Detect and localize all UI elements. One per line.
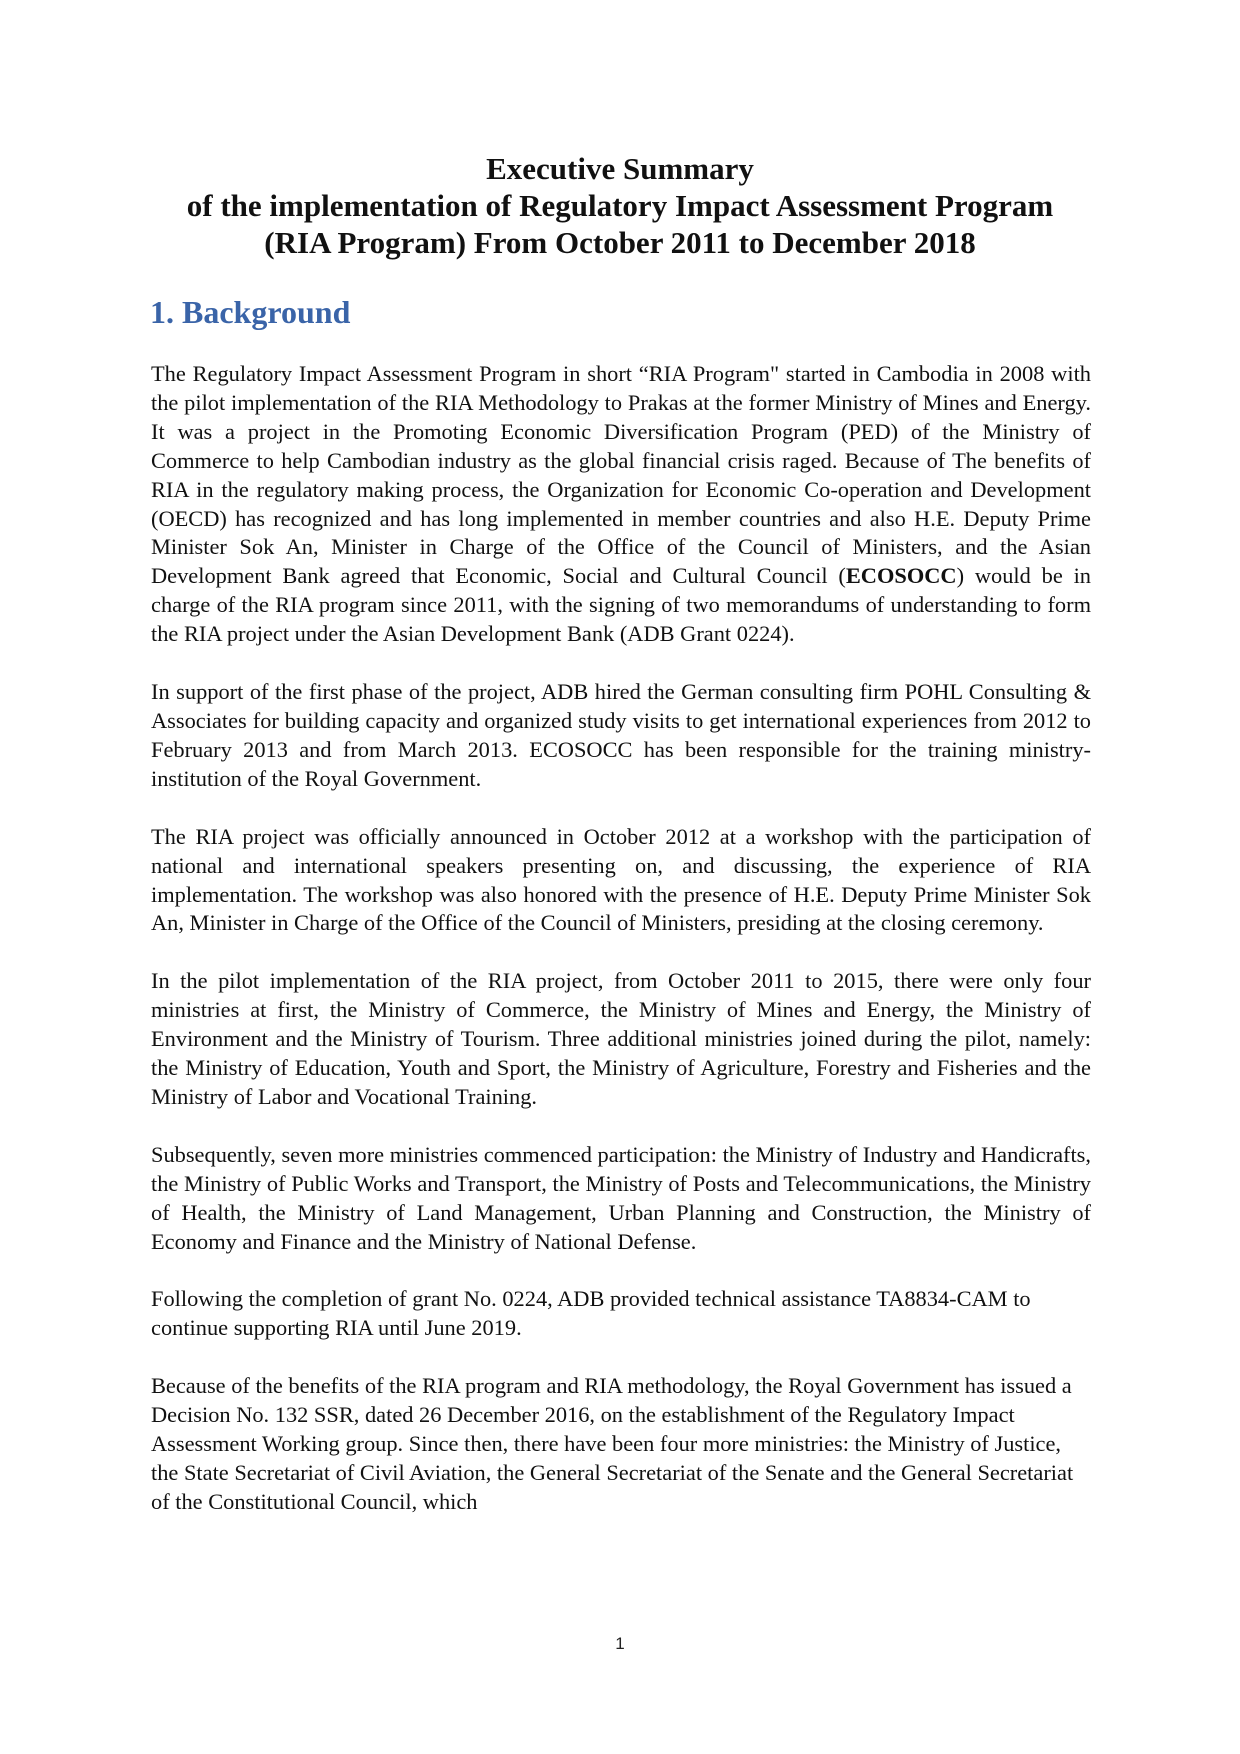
paragraph-1-text-after: ) would be in charge of the RIA program since 2011, with the signing of two memorandums of understanding to form the RIA project under the Asian Development Bank (ADB Grant 0224). xyxy=(151,563,1091,647)
paragraph-2: In support of the first phase of the project, ADB hired the German consulting firm POHL Consulting & Associates for building capacity and organized study visits to get international experiences from 2012 to February 2013 and from March 2013. ECOSOCC has been responsible for the training ministry-institution of the Royal Government. xyxy=(151,679,1091,791)
paragraph-1 xyxy=(151,360,1091,649)
title-line-3: (RIA Program) From October 2011 to December 2018 xyxy=(264,225,976,260)
paragraph-5: Subsequently, seven more ministries commenced participation: the Ministry of Industry and Handicrafts, the Ministry of Public Works and Transport, the Ministry of Posts and Telecommunications, the Ministry of Health, the Ministry of Land Management, Urban Planning and Construction, the Ministry of Economy and Finance and the Ministry of National Defense. xyxy=(151,1141,1091,1254)
document-body xyxy=(151,360,1091,1546)
title-line-2: of the implementation of Regulatory Impact Assessment Program xyxy=(186,188,1054,223)
section-heading-background: 1. Background xyxy=(150,294,351,330)
paragraph-1-text-before: The Regulatory Impact Assessment Program in short “RIA Program" started in Cambodia in 2008 with the pilot implementation of the RIA Methodology to Prakas at the former Ministry of Mines and Energy. It was a project in the Promoting Economic Diversification Program (PED) of the Ministry of Commerce to help Cambodian industry as the global financial crisis raged. Because of The benefits of RIA in the regulatory making process, the Organization for Economic Co-operation and Development (OECD) has recognized and has long implemented in member countries and also H.E. Deputy Prime Minister Sok An, Minister in Charge of the Office of the Council of Ministers, and the Asian Development Bank agreed that Economic, Social and Cultural Council ( xyxy=(151,361,1091,589)
paragraph-7: Because of the benefits of the RIA program and RIA methodology, the Royal Government has issued a Decision No. 132 SSR, dated 26 December 2016, on the establishment of the Regulatory Impact Assessment Working group. Since then, there have been four more ministries: the Ministry of Justice, the State Secretariat of Civil Aviation, the General Secretariat of the Senate and the General Secretariat of the Constitutional Council, which xyxy=(151,1373,1074,1514)
paragraph-4: In the pilot implementation of the RIA project, from October 2011 to 2015, there were only four ministries at first, the Ministry of Commerce, the Ministry of Mines and Energy, the Ministry of Environment and the Ministry of Tourism. Three additional ministries joined during the pilot, namely: the Ministry of Education, Youth and Sport, the Ministry of Agriculture, Forestry and Fisheries and the Ministry of Labor and Vocational Training. xyxy=(151,968,1091,1109)
paragraph-6: Following the completion of grant No. 0224, ADB provided technical assistance TA8834-CAM to continue supporting RIA until June 2019. xyxy=(151,1286,1031,1341)
page-number: 1 xyxy=(615,1634,625,1653)
ecosocc-bold-term: ECOSOCC xyxy=(845,563,957,589)
title-line-1: Executive Summary xyxy=(486,151,754,186)
document-title xyxy=(150,150,1090,261)
paragraph-3: The RIA project was officially announced in October 2012 at a workshop with the participation of national and international speakers presenting on, and discussing, the experience of RIA implementation. The workshop was also honored with the presence of H.E. Deputy Prime Minister Sok An, Minister in Charge of the Office of the Council of Ministers, presiding at the closing ceremony. xyxy=(151,823,1091,936)
